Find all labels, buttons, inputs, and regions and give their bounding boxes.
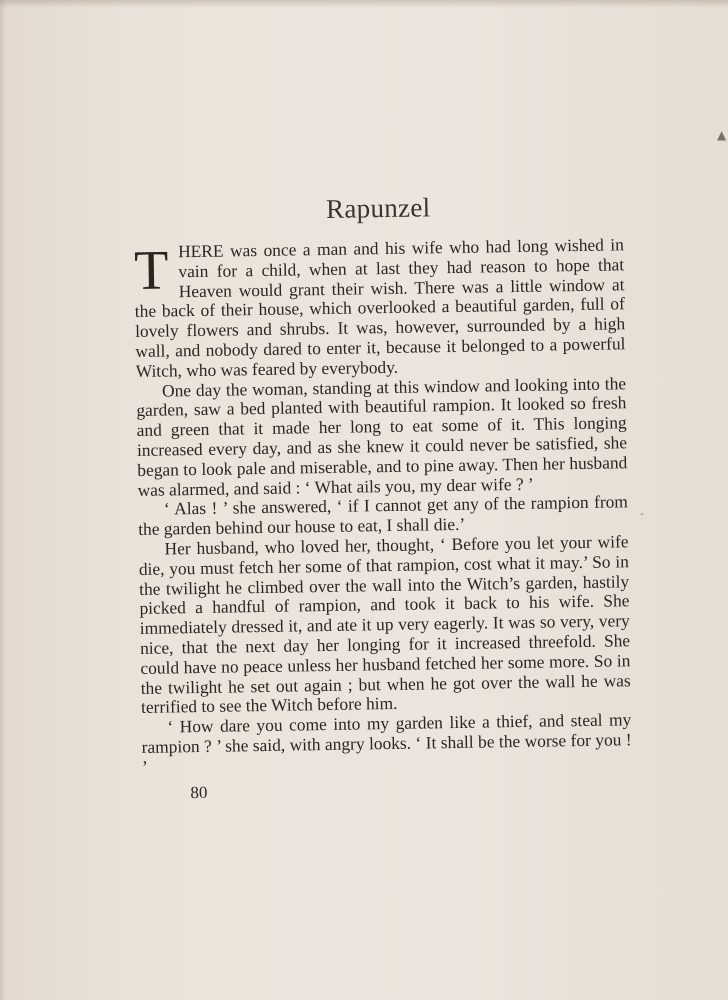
page-number: 80: [190, 782, 208, 802]
page-left-edge: [0, 0, 6, 1000]
paragraph-4: Her husband, who loved her, thought, ‘ Before you let your wife die, you must fetch her some of that rampion, cost what it may.’ So in the twilight he climbed over the wall into the Witch’s garden, hastily picked a handful of rampion, and took it back to his wife. She immediately dressed it, and ate it up very eagerly. It was so very, very nice, that the next day her longing for it increased threefold. She could have no peace unless her husband fetched her some more. So in the twilight he set out again ; but when he got over the wall he was terrified to see the Witch before him.: [138, 531, 631, 718]
paragraph-1: [134, 235, 626, 381]
text-block: [133, 187, 632, 803]
paragraph-5: ‘ How dare you come into my garden like a thief, and steal my rampion ? ’ she said, with angry looks. ‘ It shall be the worse for you ! ’: [141, 709, 632, 777]
margin-dash: -: [640, 507, 644, 520]
paragraph-2: One day the woman, standing at this window and looking into the garden, saw a bed planted with beautiful rampion. It looked so fresh and green that it made her long to eat some of it. This longing increased every day, and as she knew it could never be satisfied, she began to look pale and miserable, and to pine away. Then her husband was alarmed, and said : ‘ What ails you, my dear wife ? ’: [136, 372, 628, 500]
page-top-shadow: [0, 0, 728, 8]
paragraph-1-text: HERE was once a man and his wife who had long wished in vain for a child, when at last they had reason to hope that Heaven would grant their wish. There was a little window at the back of their house, which overlooked a beautiful garden, full of lovely flowers and shrubs. It was, however, surrounded by a high wall, and nobody dared to enter it, because it belonged to a powerful Witch, who was feared by everybody.: [134, 234, 626, 381]
paper-speck: ▲: [717, 128, 727, 142]
paragraph-3: ‘ Alas ! ’ she answered, ‘ if I cannot get any of the rampion from the garden behind our house to eat, I shall die.’: [138, 491, 629, 540]
body-text: [134, 235, 632, 777]
drop-cap: T: [133, 239, 169, 302]
chapter-title: Rapunzel: [325, 192, 431, 224]
